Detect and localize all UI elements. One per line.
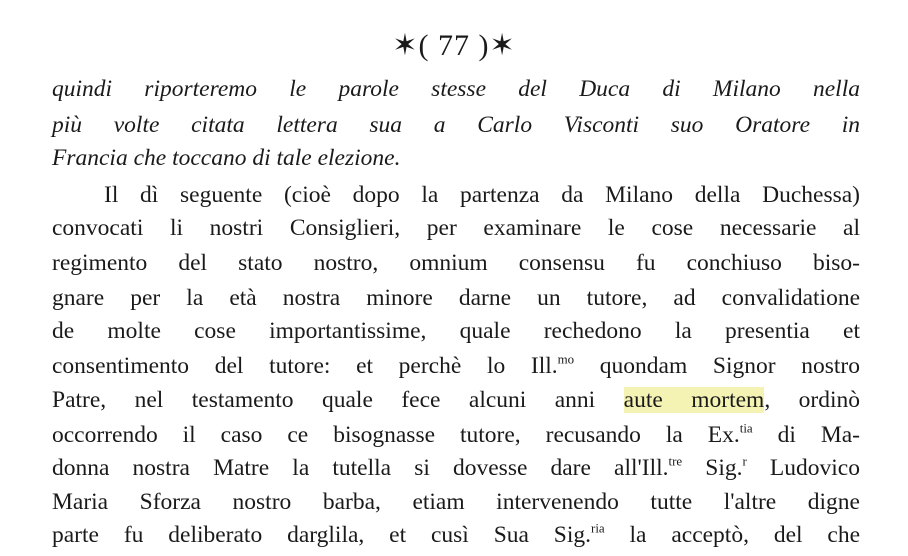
body-line-8-superscript: tia: [739, 420, 753, 436]
body-line-9-superscript: tre: [668, 453, 683, 469]
page-number-header: ✶( 77 )✶: [392, 29, 516, 62]
body-line-9: [52, 453, 860, 483]
body-line-8-text-a: occorrendo il caso ce bisognasse tutore, recusando la Ex.: [52, 422, 740, 448]
body-line-3: regimento del stato nostro, omnium consensu fu conchiuso biso-: [52, 250, 860, 276]
body-line-11: [52, 520, 860, 550]
body-line-9-text-a: donna nostra Matre la tutella si dovesse dare all'Ill.: [52, 455, 669, 481]
body-line-8-text-b: di Ma-: [752, 422, 860, 448]
body-line-10: Maria Sforza nostro barba, etiam intervenendo tutte l'altre digne: [52, 489, 860, 515]
body-line-6: [52, 351, 860, 381]
body-line-7-text-b: , ordinò: [764, 387, 861, 413]
body-line-9-text-c: Ludovico: [746, 455, 860, 481]
italic-line-3: Francia che toccano di tale elezione.: [52, 145, 401, 171]
body-line-7-text-a: Patre, nel testamento quale fece alcuni anni: [52, 387, 624, 413]
italic-line-2: più volte citata lettera sua a Carlo Visconti suo Oratore in: [52, 112, 860, 138]
highlighted-text: aute mortem: [623, 387, 765, 413]
body-line-11-text-b: la acceptò, del che: [604, 522, 860, 548]
body-line-6-superscript: mo: [557, 351, 575, 367]
italic-line-1: quindi riporteremo le parole stesse del Duca di Milano nella: [52, 76, 860, 102]
body-line-9-text-b: Sig.: [682, 455, 743, 481]
body-line-8: [52, 420, 860, 450]
body-line-6-text-b: quondam Signor nostro: [574, 353, 860, 379]
body-line-5: de molte cose importantissime, quale rechedono la presentia et: [52, 318, 860, 344]
body-line-1: Il dì seguente (cioè dopo la partenza da Milano della Duchessa): [104, 182, 860, 208]
body-line-2: convocati li nostri Consiglieri, per examinare le cose necessarie al: [52, 215, 860, 241]
body-line-6-text-a: consentimento del tutore: et perchè lo Ill.: [52, 353, 558, 379]
body-line-9-superscript-2: r: [742, 453, 747, 469]
body-line-7: [52, 385, 860, 415]
body-line-11-text-a: parte fu deliberato darglila, et cusì Sua Sig.: [52, 522, 592, 548]
body-line-4: gnare per la età nostra minore darne un tutore, ad convalidatione: [52, 285, 860, 311]
body-line-11-superscript: ria: [591, 520, 605, 536]
